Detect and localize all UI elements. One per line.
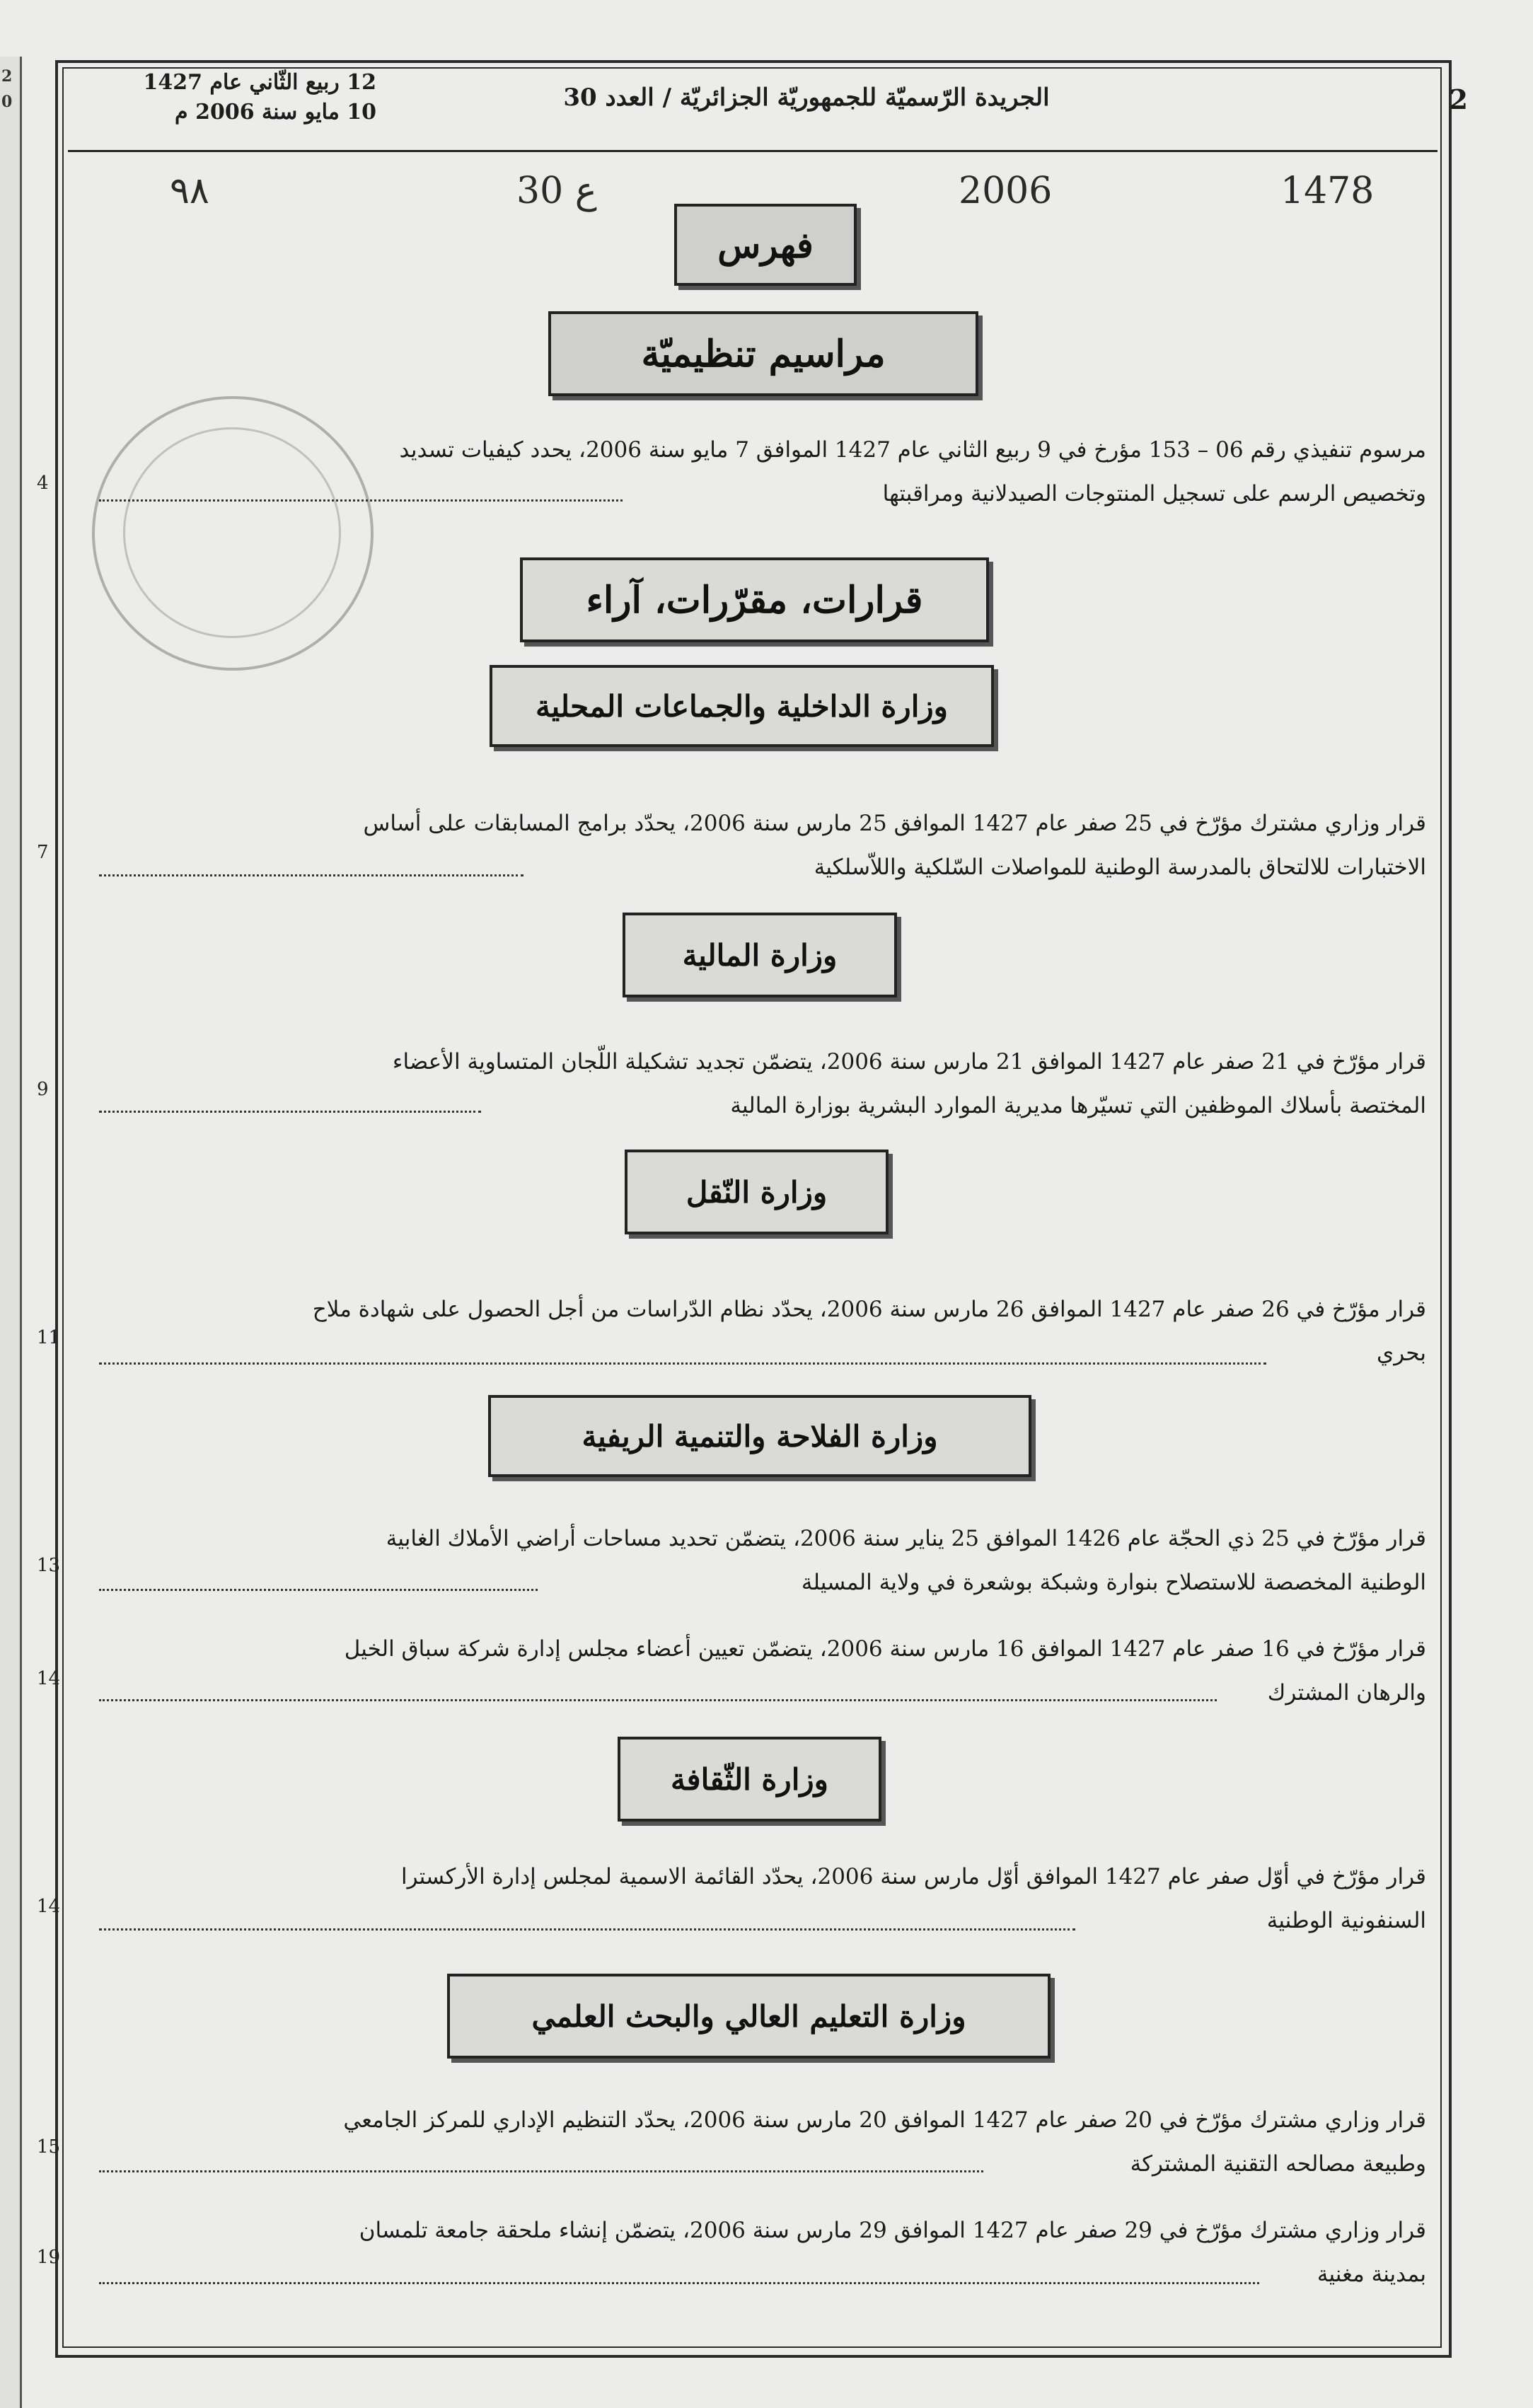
gazette-title: الجريدة الرّسميّة للجمهوريّة الجزائريّة / العدد 30 xyxy=(563,83,1050,112)
entry-line1: قرار وزاري مشترك مؤرّخ في 29 صفر عام 1427 الموافق 29 مارس سنة 2006، يتضمّن إنشاء ملحقة جامعة تلمسان xyxy=(359,2218,1426,2243)
page-ref: 14 xyxy=(37,1668,61,1689)
index-title: فهرس xyxy=(674,204,857,286)
handwritten-note-left: ٩٨ xyxy=(170,170,209,212)
entry-line1: قرار مؤرّخ في 26 صفر عام 1427 الموافق 26 مارس سنة 2006، يحدّد نظام الدّراسات من أجل الحصول على شهادة ملاح xyxy=(312,1297,1426,1322)
entry-finance-decision xyxy=(68,1040,1426,1128)
entry-line1: قرار مؤرّخ في 16 صفر عام 1427 الموافق 16 مارس سنة 2006، يتضمّن تعيين أعضاء مجلس إدارة شركة سباق الخيل xyxy=(344,1636,1426,1662)
page-ref: 4 xyxy=(37,473,49,494)
gutter-number-2: 0 xyxy=(1,93,13,111)
entry-line1: قرار مؤرّخ في 21 صفر عام 1427 الموافق 21 مارس سنة 2006، يتضمّن تجديد تشكيلة اللّجان المتساوية الأعضاء xyxy=(392,1049,1426,1075)
adjacent-page-gutter xyxy=(0,57,22,2408)
leader-dots xyxy=(99,874,523,876)
section-title-ministry-agriculture: وزارة الفلاحة والتنمية الريفية xyxy=(488,1395,1031,1477)
date-gregorian: 10 مايو سنة 2006 م xyxy=(175,100,376,125)
entry-line2: وتخصيص الرسم على تسجيل المنتوجات الصيدلانية ومراقبتها xyxy=(882,481,1426,507)
handwritten-note-mid: 30 ع xyxy=(516,170,597,212)
section-title-ministry-transport: وزارة النّقل xyxy=(625,1150,889,1234)
page-ref: 14 xyxy=(37,1896,61,1917)
section-title-ministry-culture: وزارة الثّقافة xyxy=(618,1737,881,1822)
entry-line1: قرار وزاري مشترك مؤرّخ في 20 صفر عام 1427 الموافق 20 مارس سنة 2006، يحدّد التنظيم الإداري للمركز الجامعي xyxy=(343,2107,1426,2133)
page-ref: 7 xyxy=(37,842,49,863)
entry-line2: والرهان المشترك xyxy=(1267,1680,1426,1706)
page-ref: 15 xyxy=(37,2136,61,2158)
handwritten-number: 1478 xyxy=(1280,170,1375,212)
leader-dots xyxy=(99,1362,1266,1365)
page-ref: 13 xyxy=(37,1555,61,1576)
entry-line1: مرسوم تنفيذي رقم 06 – 153 مؤرخ في 9 ربيع الثاني عام 1427 الموافق 7 مايو سنة 2006، يحدد كيفيات تسديد xyxy=(399,437,1426,463)
entry-line2: وطبيعة مصالحه التقنية المشتركة xyxy=(1130,2151,1426,2177)
leader-dots xyxy=(99,1111,481,1113)
section-title-regulatory-decrees: مراسيم تنظيميّة xyxy=(548,311,978,396)
date-hijri: 12 ربيع الثّاني عام 1427 xyxy=(143,70,376,95)
leader-dots xyxy=(99,1699,1217,1701)
entry-higher-education-decision-1 xyxy=(68,2098,1426,2186)
section-title-ministry-finance: وزارة المالية xyxy=(623,913,897,997)
header-rule xyxy=(68,150,1437,152)
page-ref: 11 xyxy=(37,1327,61,1348)
section-title-ministry-interior: وزارة الداخلية والجماعات المحلية xyxy=(490,665,994,747)
section-title-decisions: قرارات، مقرّرات، آراء xyxy=(520,557,989,642)
entry-line2: بحري xyxy=(1376,1341,1426,1366)
entry-agriculture-decision-1 xyxy=(68,1517,1426,1604)
entry-line1: قرار وزاري مشترك مؤرّخ في 25 صفر عام 1427 الموافق 25 مارس سنة 2006، يحدّد برامج المسابقات على أساس xyxy=(363,811,1426,836)
adjacent-page-numbers xyxy=(1,64,12,115)
entry-agriculture-decision-2 xyxy=(68,1627,1426,1715)
entry-line2: بمدينة مغنية xyxy=(1317,2262,1426,2287)
page-number: 2 xyxy=(1449,83,1468,115)
leader-dots xyxy=(99,2170,983,2172)
entry-line1: قرار مؤرّخ في 25 ذي الحجّة عام 1426 الموافق 25 يناير سنة 2006، يتضمّن تحديد مساحات أراضي الأملاك الغابية xyxy=(386,1526,1426,1551)
page-ref: 9 xyxy=(37,1079,49,1100)
bleed-through-text xyxy=(269,693,299,793)
entry-line2: الاختبارات للالتحاق بالمدرسة الوطنية للمواصلات السّلكية واللاّسلكية xyxy=(814,855,1426,880)
page-ref: 19 xyxy=(37,2247,61,2268)
entry-line2: المختصة بأسلاك الموظفين التي تسيّرها مديرية الموارد البشرية بوزارة المالية xyxy=(730,1093,1426,1118)
handwritten-year: 2006 xyxy=(959,170,1053,212)
entry-line2: الوطنية المخصصة للاستصلاح بنوارة وشبكة بوشعرة في ولاية المسيلة xyxy=(801,1570,1426,1595)
leader-dots xyxy=(99,499,623,502)
leader-dots xyxy=(99,2282,1259,2284)
leader-dots xyxy=(99,1589,538,1591)
entry-line2: السنفونية الوطنية xyxy=(1266,1908,1426,1933)
leader-dots xyxy=(99,1928,1075,1931)
gutter-number-1: 2 xyxy=(1,67,13,86)
entry-line1: قرار مؤرّخ في أوّل صفر عام 1427 الموافق أوّل مارس سنة 2006، يحدّد القائمة الاسمية لمجلس إدارة الأركسترا xyxy=(400,1864,1426,1889)
issue-date xyxy=(79,68,376,127)
section-title-ministry-higher-education: وزارة التعليم العالي والبحث العلمي xyxy=(447,1974,1051,2059)
entry-executive-decree xyxy=(68,428,1426,516)
